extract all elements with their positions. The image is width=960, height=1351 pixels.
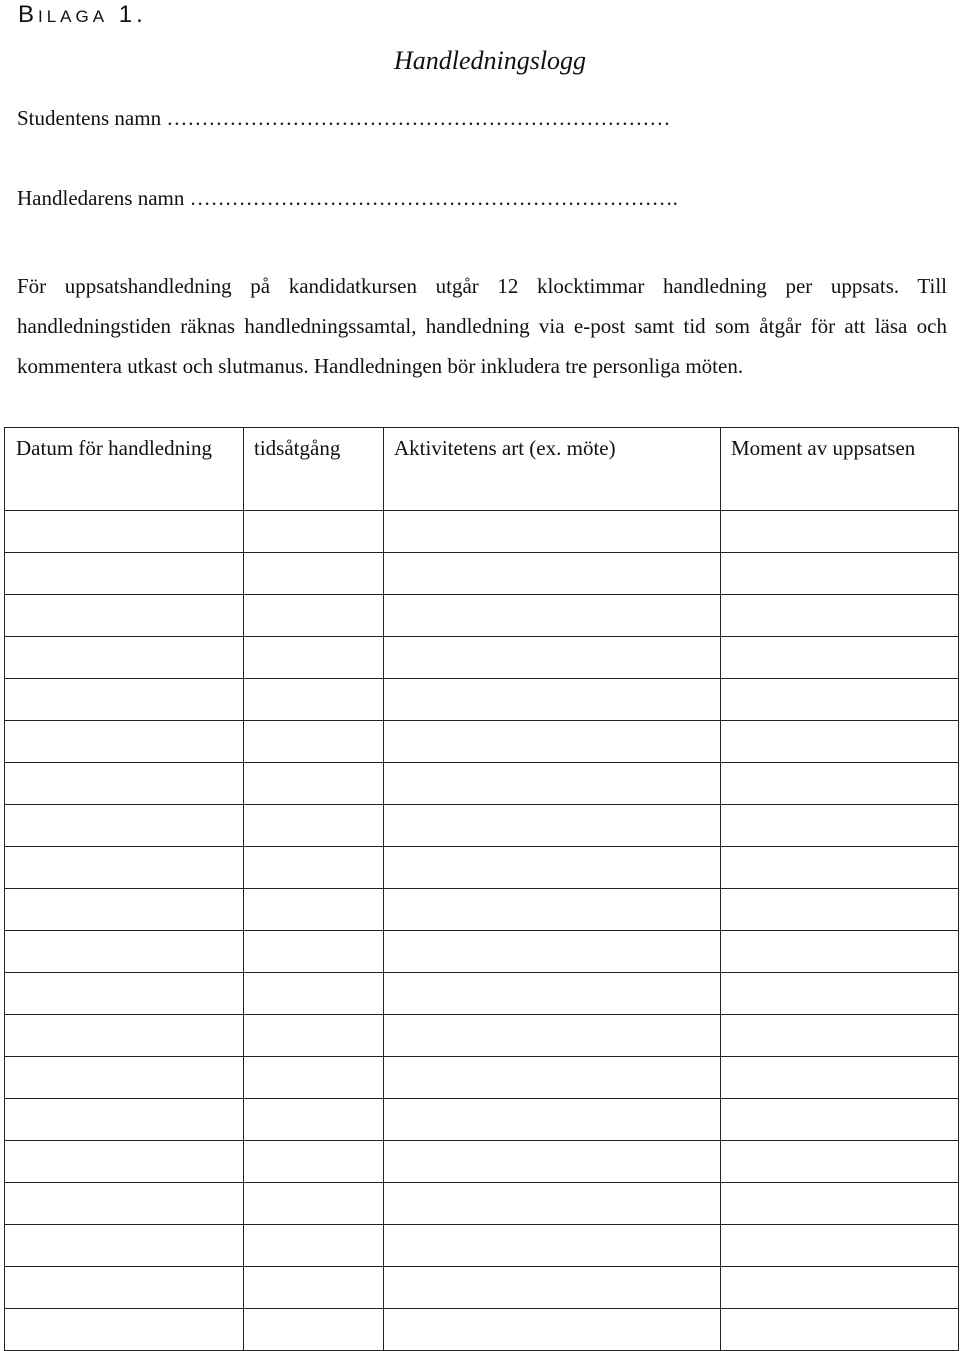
date-cell[interactable]	[5, 637, 244, 679]
thesis-part-cell[interactable]	[721, 595, 959, 637]
thesis-part-cell[interactable]	[721, 1141, 959, 1183]
table-row	[5, 1225, 959, 1267]
thesis-part-cell[interactable]	[721, 1225, 959, 1267]
time-spent-cell[interactable]	[244, 1225, 384, 1267]
page-title: Handledningslogg	[393, 46, 587, 75]
time-spent-cell[interactable]	[244, 553, 384, 595]
thesis-part-cell[interactable]	[721, 1183, 959, 1225]
table-row	[5, 847, 959, 889]
time-spent-cell[interactable]	[244, 847, 384, 889]
table-row	[5, 1309, 959, 1351]
table-row	[5, 595, 959, 637]
time-spent-cell[interactable]	[244, 1309, 384, 1351]
date-cell[interactable]	[5, 1099, 244, 1141]
thesis-part-cell[interactable]	[721, 931, 959, 973]
date-cell[interactable]	[5, 889, 244, 931]
student-name-dots[interactable]: ………………………………………………………………	[166, 106, 671, 130]
table-row	[5, 889, 959, 931]
header-activity: Aktivitetens art (ex. möte)	[384, 428, 721, 511]
date-cell[interactable]	[5, 805, 244, 847]
table-body	[5, 511, 959, 1351]
table-row	[5, 1141, 959, 1183]
activity-cell[interactable]	[384, 721, 721, 763]
activity-cell[interactable]	[384, 931, 721, 973]
table-row	[5, 1267, 959, 1309]
time-spent-cell[interactable]	[244, 1183, 384, 1225]
activity-cell[interactable]	[384, 679, 721, 721]
date-cell[interactable]	[5, 973, 244, 1015]
table-row	[5, 1183, 959, 1225]
time-spent-cell[interactable]	[244, 595, 384, 637]
header-date: Datum för handledning	[5, 428, 244, 511]
table-row	[5, 511, 959, 553]
thesis-part-cell[interactable]	[721, 637, 959, 679]
thesis-part-cell[interactable]	[721, 553, 959, 595]
time-spent-cell[interactable]	[244, 1141, 384, 1183]
thesis-part-cell[interactable]	[721, 511, 959, 553]
time-spent-cell[interactable]	[244, 1057, 384, 1099]
date-cell[interactable]	[5, 1309, 244, 1351]
activity-cell[interactable]	[384, 1015, 721, 1057]
time-spent-cell[interactable]	[244, 1015, 384, 1057]
date-cell[interactable]	[5, 553, 244, 595]
date-cell[interactable]	[5, 1057, 244, 1099]
supervisor-name-dots[interactable]: …………………………………………………………….	[189, 186, 678, 210]
date-cell[interactable]	[5, 595, 244, 637]
thesis-part-cell[interactable]	[721, 847, 959, 889]
student-name-field	[17, 104, 670, 132]
table-row	[5, 1015, 959, 1057]
thesis-part-cell[interactable]	[721, 889, 959, 931]
activity-cell[interactable]	[384, 889, 721, 931]
date-cell[interactable]	[5, 763, 244, 805]
activity-cell[interactable]	[384, 553, 721, 595]
header-time-spent: tidsåtgång	[244, 428, 384, 511]
date-cell[interactable]	[5, 721, 244, 763]
time-spent-cell[interactable]	[244, 973, 384, 1015]
time-spent-cell[interactable]	[244, 637, 384, 679]
thesis-part-cell[interactable]	[721, 1309, 959, 1351]
date-cell[interactable]	[5, 1267, 244, 1309]
date-cell[interactable]	[5, 1015, 244, 1057]
supervisor-name-label: Handledarens namn	[17, 186, 185, 210]
thesis-part-cell[interactable]	[721, 805, 959, 847]
activity-cell[interactable]	[384, 1099, 721, 1141]
thesis-part-cell[interactable]	[721, 1015, 959, 1057]
table-row	[5, 973, 959, 1015]
table-row	[5, 805, 959, 847]
activity-cell[interactable]	[384, 1057, 721, 1099]
activity-cell[interactable]	[384, 1267, 721, 1309]
thesis-part-cell[interactable]	[721, 679, 959, 721]
activity-cell[interactable]	[384, 1141, 721, 1183]
date-cell[interactable]	[5, 1141, 244, 1183]
table-row	[5, 931, 959, 973]
time-spent-cell[interactable]	[244, 889, 384, 931]
date-cell[interactable]	[5, 511, 244, 553]
time-spent-cell[interactable]	[244, 763, 384, 805]
table-row	[5, 679, 959, 721]
supervision-log-table	[4, 427, 959, 1351]
date-cell[interactable]	[5, 1225, 244, 1267]
thesis-part-cell[interactable]	[721, 721, 959, 763]
activity-cell[interactable]	[384, 1225, 721, 1267]
date-cell[interactable]	[5, 1183, 244, 1225]
thesis-part-cell[interactable]	[721, 1057, 959, 1099]
date-cell[interactable]	[5, 679, 244, 721]
intro-paragraph: För uppsatshandledning på kandidatkursen utgår 12 klocktimmar handledning per uppsats. Till handledningstiden räknas handledningssamtal, handledning via e-post samt tid som åtgår för att läsa och kommentera utkast och slutmanus. Handledningen bör inkludera tre personliga möten.	[17, 274, 947, 378]
time-spent-cell[interactable]	[244, 1099, 384, 1141]
activity-cell[interactable]	[384, 847, 721, 889]
table-row	[5, 1057, 959, 1099]
date-cell[interactable]	[5, 847, 244, 889]
time-spent-cell[interactable]	[244, 805, 384, 847]
table-row	[5, 553, 959, 595]
activity-cell[interactable]	[384, 805, 721, 847]
table-row	[5, 1099, 959, 1141]
supervisor-name-field	[17, 184, 678, 212]
thesis-part-cell[interactable]	[721, 1099, 959, 1141]
table-header-row	[5, 428, 959, 511]
header-thesis-part: Moment av uppsatsen	[721, 428, 959, 511]
time-spent-cell[interactable]	[244, 1267, 384, 1309]
activity-cell[interactable]	[384, 511, 721, 553]
thesis-part-cell[interactable]	[721, 763, 959, 805]
thesis-part-cell[interactable]	[721, 973, 959, 1015]
activity-cell[interactable]	[384, 763, 721, 805]
time-spent-cell[interactable]	[244, 679, 384, 721]
table-row	[5, 637, 959, 679]
student-name-label: Studentens namn	[17, 106, 162, 130]
time-spent-cell[interactable]	[244, 931, 384, 973]
activity-cell[interactable]	[384, 1309, 721, 1351]
thesis-part-cell[interactable]	[721, 1267, 959, 1309]
time-spent-cell[interactable]	[244, 721, 384, 763]
time-spent-cell[interactable]	[244, 511, 384, 553]
activity-cell[interactable]	[384, 637, 721, 679]
table-row	[5, 763, 959, 805]
activity-cell[interactable]	[384, 1183, 721, 1225]
table-row	[5, 721, 959, 763]
appendix-label: Bilaga 1.	[18, 1, 147, 28]
date-cell[interactable]	[5, 931, 244, 973]
activity-cell[interactable]	[384, 595, 721, 637]
activity-cell[interactable]	[384, 973, 721, 1015]
